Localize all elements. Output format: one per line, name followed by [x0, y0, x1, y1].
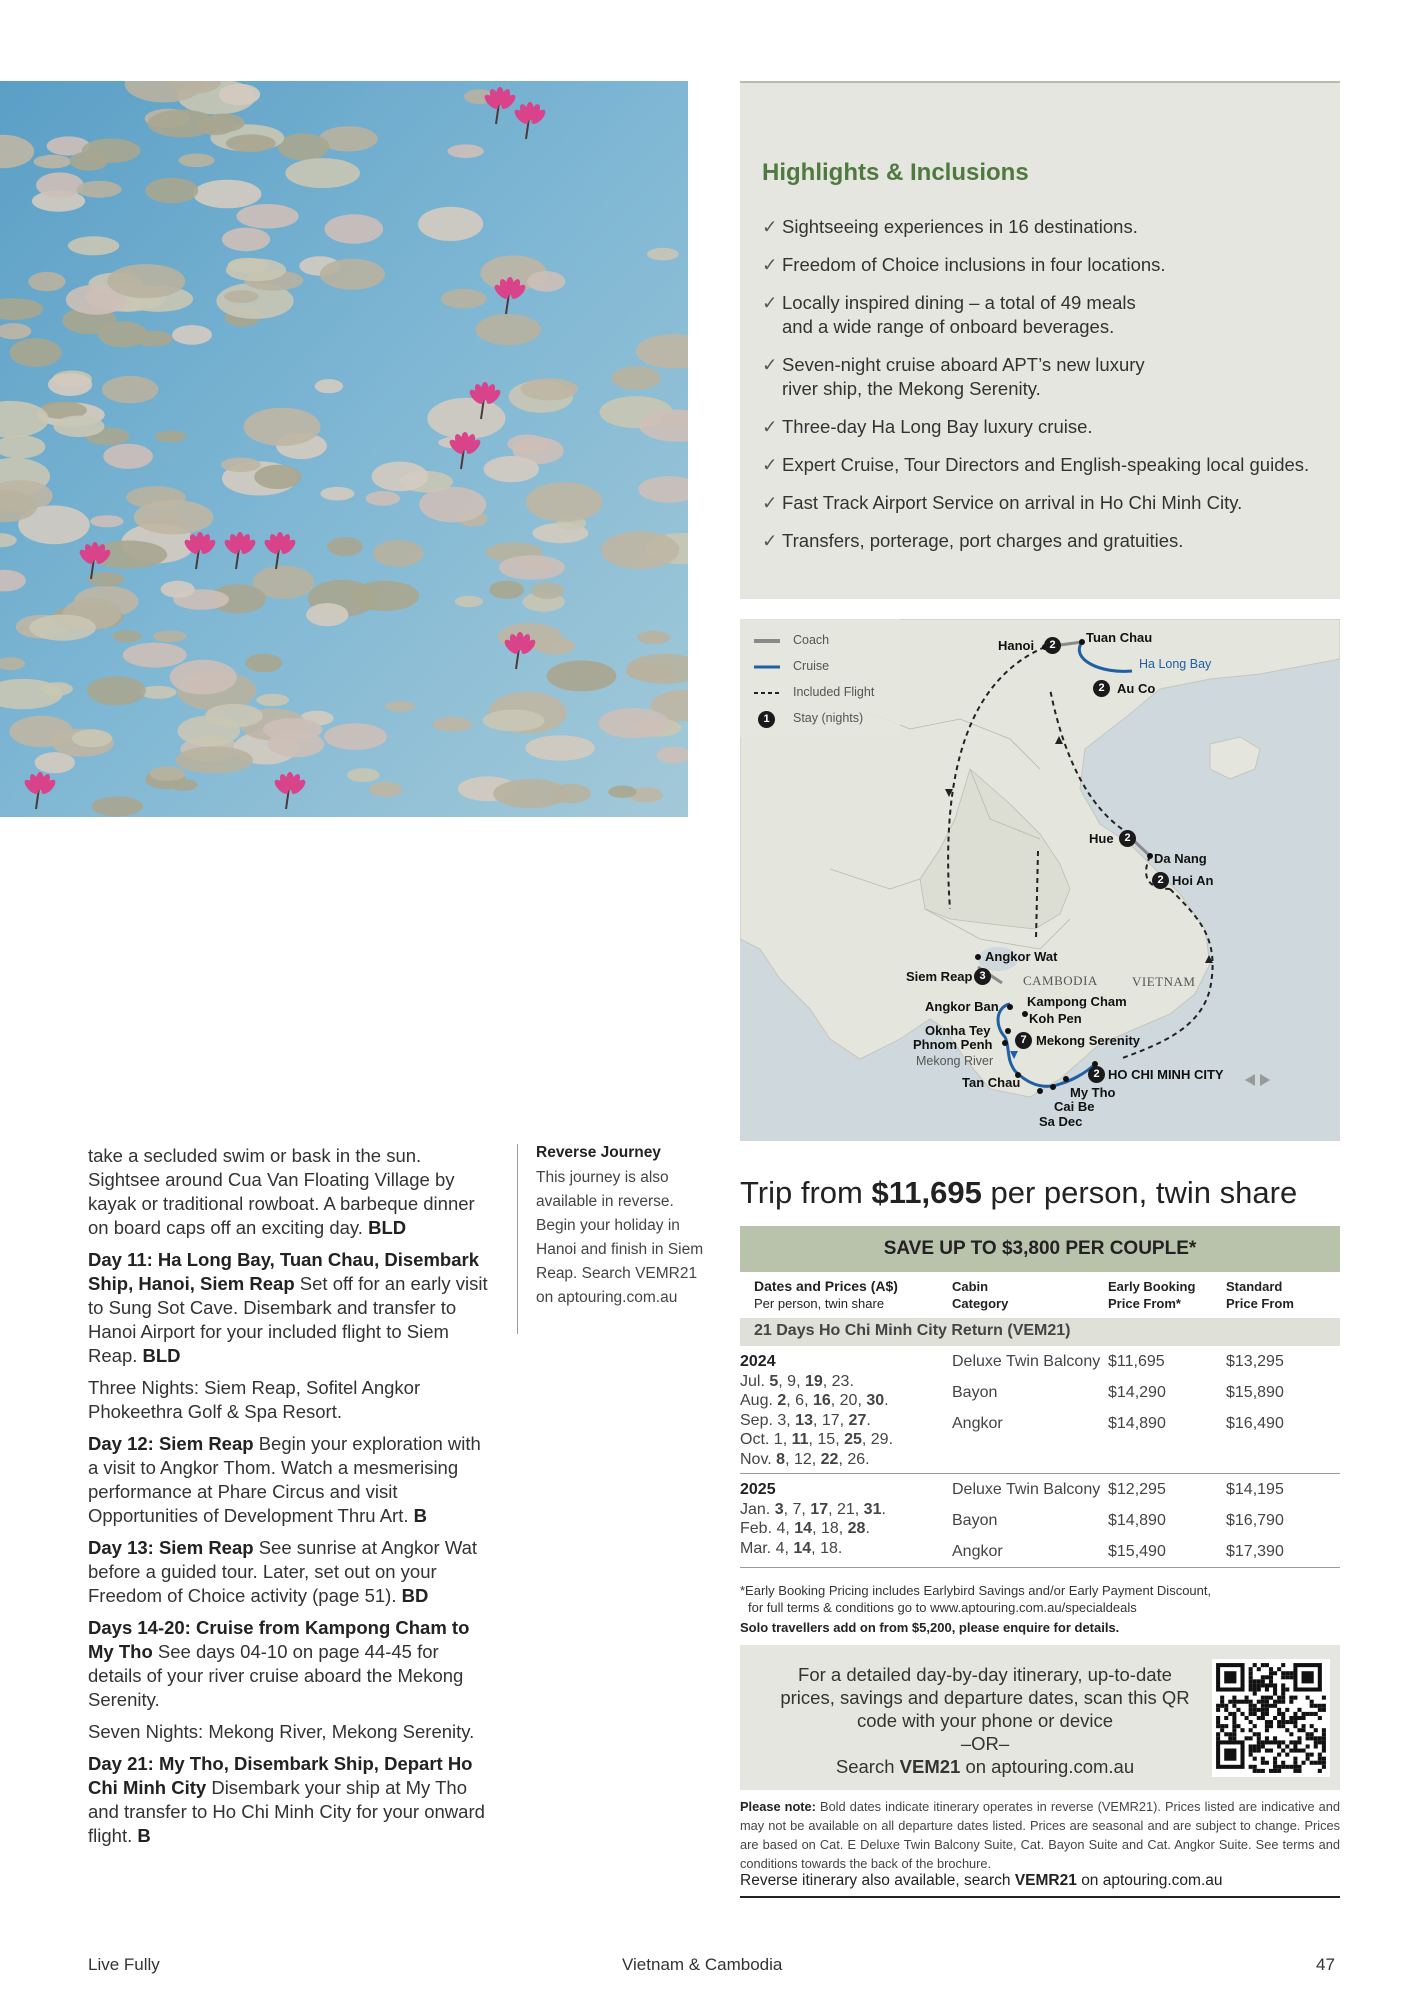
itinerary-day-12: Day 12: Siem Reap Begin your exploration with a visit to Angkor Thom. Watch a mesmerising performance at Phare Circus and visit Opportunities of Development Thru Art. B: [88, 1433, 481, 1526]
save-banner: SAVE UP TO $3,800 PER COUPLE*: [740, 1226, 1340, 1272]
table-row-2025: 2025 Jan. 3, 7, 17, 21, 31. Feb. 4, 14, 18, 28. Mar. 4, 14, 18. Deluxe Twin Balcony Bayon Angkor $12,295 $14,890 $15,490 $14,195 $16,790 $17,390: [740, 1474, 1340, 1568]
label-siem-reap: Siem Reap: [906, 969, 973, 984]
label-tuan-chau: Tuan Chau: [1086, 630, 1153, 645]
highlight-item: ✓ Freedom of Choice inclusions in four locations.: [762, 254, 1166, 275]
itinerary-day-13: Day 13: Siem Reap See sunrise at Angkor Wat before a guided tour. Later, set out on your Freedom of Choice activity (page 51). BD: [88, 1537, 478, 1606]
lily-pad: [507, 435, 548, 454]
lily-pad: [373, 540, 423, 567]
table-header: Dates and Prices (A$) Per person, twin share Cabin Category Early Booking Price From* Standard Price From: [754, 1278, 1294, 1311]
lily-pad: [193, 180, 261, 209]
label-mekong-serenity: Mekong Serenity: [1036, 1033, 1141, 1048]
check-icon: ✓: [762, 416, 778, 437]
itinerary-stay: Three Nights: Siem Reap, Sofitel Angkor Phokeethra Golf & Spa Resort.: [88, 1377, 421, 1422]
lily-pad: [547, 660, 617, 691]
lily-pad: [197, 116, 235, 136]
footer-tagline: Live Fully: [88, 1955, 160, 1974]
lily-pad: [263, 718, 323, 741]
lily-pad: [483, 710, 545, 732]
label-tan-chau: Tan Chau: [962, 1075, 1021, 1090]
label-ho-chi-minh-city: HO CHI MINH CITY: [1108, 1067, 1224, 1082]
lily-pad: [226, 259, 286, 282]
lily-pad: [112, 630, 141, 642]
lily-pad: [205, 704, 263, 728]
lily-pad: [178, 154, 214, 168]
lily-pad: [172, 325, 212, 345]
lily-pad: [526, 482, 603, 522]
lily-pad: [320, 259, 385, 290]
route-map: [740, 619, 1340, 1141]
lily-pad: [455, 596, 484, 607]
pricing-footnotes: *Early Booking Pricing includes Earlybird Savings and/or Early Payment Discount, for full terms & conditions go to www.aptouring.com.au/specialdeals Solo travellers add on from $5,200, please enquire for details.: [740, 1583, 1212, 1635]
table-section-title: 21 Days Ho Chi Minh City Return (VEM21): [740, 1318, 1340, 1346]
lily-pad: [325, 214, 384, 244]
check-icon: ✓: [762, 530, 778, 551]
lily-pad: [433, 717, 472, 732]
label-da-nang: Da Nang: [1154, 851, 1207, 866]
lily-pad: [476, 314, 541, 345]
highlights-panel: [740, 81, 1340, 599]
itinerary-day-11: Day 11: Ha Long Bay, Tuan Chau, Disembark Ship, Hanoi, Siem Reap Set off for an early visit to Sung Sot Cave. Disembark and transfer to Hanoi Airport for your included flight to Siem Reap. BLD: [88, 1249, 488, 1366]
stay-hcmc: 2: [1088, 1065, 1105, 1083]
reverse-itinerary-line: Reverse itinerary also available, search VEMR21 on aptouring.com.au: [740, 1872, 1340, 1898]
label-hoi-an: Hoi An: [1172, 873, 1214, 888]
itinerary-day-21: Day 21: My Tho, Disembark Ship, Depart Ho Chi Minh City Disembark your ship at My Tho and transfer to Ho Chi Minh City for your onward flight. B: [88, 1753, 485, 1846]
highlight-item: ✓ Locally inspired dining – a total of 49 meals and a wide range of onboard beverages.: [762, 292, 1136, 337]
lily-pad: [447, 144, 483, 158]
lily-pad: [418, 207, 483, 241]
lily-pad: [102, 376, 159, 403]
label-cambodia: CAMBODIA: [1023, 973, 1098, 988]
lily-pad: [135, 331, 173, 347]
legend-flight: Included Flight: [793, 685, 875, 699]
label-mekong-river: Mekong River: [916, 1054, 994, 1068]
reverse-journey-body: This journey is also available in reverse. Begin your holiday in Hanoi and finish in Siem Reap. Search VEMR21 on aptouring.com.au: [536, 1169, 704, 1306]
lily-pad: [637, 631, 670, 645]
label-oknha-tey: Oknha Tey: [925, 1023, 991, 1038]
page-number: 47: [1316, 1955, 1335, 1974]
stay-siem-reap: 3: [974, 967, 991, 985]
lily-pad: [10, 716, 73, 747]
lily-pad: [285, 158, 360, 188]
lily-pad: [170, 660, 237, 695]
stay-hanoi: 2: [1044, 636, 1061, 654]
stay-au-co: 2: [1093, 679, 1110, 697]
lily-pad: [222, 228, 270, 252]
lily-pad: [92, 796, 143, 816]
label-kampong-cham: Kampong Cham: [1027, 994, 1127, 1009]
lily-pad: [598, 708, 669, 738]
highlight-item: ✓ Seven-night cruise aboard APT’s new luxury river ship, the Mekong Serenity.: [762, 354, 1145, 399]
highlight-item: ✓ Fast Track Airport Service on arrival in Ho Chi Minh City.: [762, 492, 1243, 513]
lily-pad: [256, 694, 289, 706]
lily-pad: [369, 782, 402, 797]
stay-hoi-an: 2: [1152, 871, 1169, 889]
lily-pad: [521, 378, 578, 400]
lily-pad: [103, 444, 153, 469]
stay-mekong-serenity: 7: [1015, 1031, 1032, 1049]
lily-pad: [76, 181, 121, 198]
reverse-journey-note: [517, 1144, 706, 1334]
check-icon: ✓: [762, 216, 778, 237]
highlight-item: ✓ Transfers, porterage, port charges and gratuities.: [762, 530, 1184, 551]
lily-pad: [9, 338, 61, 367]
lily-pad: [29, 615, 96, 641]
qr-instructions: For a detailed day-by-day itinerary, up-to-date prices, savings and departure dates, scan this QR code with your phone or device –OR– Search VEM21 on aptouring.com.au: [780, 1664, 1190, 1777]
label-angkor-wat: Angkor Wat: [985, 949, 1058, 964]
footer-section: Vietnam & Cambodia: [622, 1955, 783, 1974]
lily-pad: [385, 701, 415, 712]
highlights-title: Highlights & Inclusions: [762, 159, 1029, 186]
lily-pad: [28, 272, 65, 291]
lily-pad: [90, 515, 123, 527]
qr-promo-box: [740, 1645, 1340, 1790]
legend-stay-icon: 1: [758, 710, 775, 728]
lily-pad: [441, 289, 487, 309]
label-koh-pen: Koh Pen: [1029, 1011, 1082, 1026]
legend-coach: Coach: [793, 633, 830, 647]
lily-pad: [327, 537, 363, 556]
lily-pad: [70, 151, 109, 170]
check-icon: ✓: [762, 254, 778, 275]
lily-pad: [153, 630, 186, 642]
check-icon: ✓: [762, 354, 778, 375]
lily-pad: [35, 752, 75, 773]
lily-pad: [245, 654, 282, 673]
label-hanoi: Hanoi: [998, 638, 1035, 653]
check-icon: ✓: [762, 492, 778, 513]
lily-pad: [306, 603, 348, 626]
label-hue: Hue: [1089, 831, 1114, 846]
lily-pad: [489, 581, 524, 599]
label-vietnam: VIETNAM: [1132, 974, 1196, 989]
lily-pad: [601, 531, 679, 569]
lily-pad: [221, 458, 261, 473]
table-row-2024: 2024 Jul. 5, 9, 19, 23. Aug. 2, 6, 16, 20, 30. Sep. 3, 13, 17, 27. Oct. 1, 11, 15, 25, 29. Nov. 8, 12, 22, 26. Deluxe Twin Balcony Bayon Angkor $11,695 $14,290 $14,890 $13,295 $15,890 $16,490: [740, 1346, 1340, 1474]
lily-pad: [155, 431, 186, 443]
stay-hue: 2: [1119, 829, 1136, 847]
lily-pad: [550, 784, 591, 804]
lily-pad: [611, 366, 661, 390]
label-cai-be: Cai Be: [1054, 1099, 1095, 1114]
lily-pad: [68, 236, 119, 255]
lily-pad: [315, 379, 343, 393]
lily-pad: [36, 172, 84, 197]
lily-pad: [72, 729, 112, 747]
lily-pad: [527, 271, 565, 292]
trip-price-heading: Trip from $11,695 per person, twin share: [740, 1175, 1298, 1210]
lily-pad: [499, 555, 565, 580]
legend-cruise: Cruise: [793, 659, 830, 673]
legend-stay: Stay (nights): [793, 711, 864, 725]
lily-pad: [87, 676, 146, 705]
highlight-item: ✓ Sightseeing experiences in 16 destinations.: [762, 216, 1138, 237]
lily-pad: [48, 373, 92, 396]
label-my-tho: My Tho: [1070, 1085, 1116, 1100]
lily-pad: [366, 491, 400, 506]
lotus-pond-photo: [0, 81, 688, 817]
lily-pad: [608, 786, 636, 798]
label-sa-dec: Sa Dec: [1039, 1114, 1083, 1129]
lily-pad: [647, 248, 679, 261]
lily-pad: [134, 500, 214, 535]
lily-pad: [226, 134, 276, 152]
lily-pad: [254, 465, 301, 489]
itinerary-column: [88, 1144, 488, 1856]
itinerary-stay: Seven Nights: Mekong River, Mekong Serenity.: [88, 1721, 475, 1742]
reverse-journey-title: Reverse Journey: [536, 1144, 661, 1161]
lily-pad: [88, 572, 125, 586]
itinerary-day-14-20: Days 14-20: Cruise from Kampong Cham to My Tho See days 04-10 on page 44-45 for details of your river cruise aboard the Mekong Serenity.: [88, 1617, 470, 1710]
highlights-list: [762, 215, 1322, 567]
lily-pad: [224, 290, 258, 303]
price-table: [740, 1274, 1340, 1568]
lily-pad: [107, 264, 185, 298]
lily-pad: [237, 204, 299, 229]
lily-pad: [484, 456, 539, 482]
label-ha-long-bay: Ha Long Bay: [1139, 657, 1212, 671]
lily-pad: [176, 746, 253, 773]
lily-pad: [219, 84, 260, 106]
lily-pad: [278, 133, 330, 160]
lily-pad: [324, 723, 387, 750]
lily-pad: [525, 735, 595, 760]
lily-pad: [372, 462, 429, 492]
check-icon: ✓: [762, 292, 778, 313]
lily-pad: [150, 766, 186, 781]
lily-pad: [161, 581, 195, 598]
lily-pad: [123, 643, 187, 668]
qr-code[interactable]: [1212, 1659, 1330, 1777]
lily-pad: [531, 583, 564, 599]
lily-pad: [34, 155, 72, 169]
label-phnom-penh: Phnom Penh: [913, 1037, 993, 1052]
lily-pad: [320, 487, 354, 501]
label-angkor-ban: Angkor Ban: [925, 999, 999, 1014]
itinerary-intro: take a secluded swim or bask in the sun. Sightsee around Cua Van Floating Village by kayak or traditional rowboat. A barbeque dinner on board caps off an exciting day. BLD: [88, 1145, 475, 1238]
lily-pad: [244, 408, 321, 446]
please-note: Please note: Bold dates indicate itinerary operates in reverse (VEMR21). Prices listed are indicative and may not be available on all departure dates listed. Prices are seasonal and are subject to change. Prices are based on Cat. E Deluxe Twin Balcony Suite, Cat. Bayon Suite and Cat. Angkor Suite. See terms and conditions towards the back of the brochure.: [740, 1799, 1341, 1871]
lily-pad: [53, 416, 104, 438]
check-icon: ✓: [762, 454, 778, 475]
lily-pad: [351, 581, 419, 611]
lily-pad: [145, 178, 198, 203]
label-au-co: Au Co: [1117, 681, 1156, 696]
lily-pad: [347, 768, 380, 782]
highlight-item: ✓ Three-day Ha Long Bay luxury cruise.: [762, 416, 1093, 437]
highlight-item: ✓ Expert Cruise, Tour Directors and English-speaking local guides.: [762, 454, 1310, 475]
